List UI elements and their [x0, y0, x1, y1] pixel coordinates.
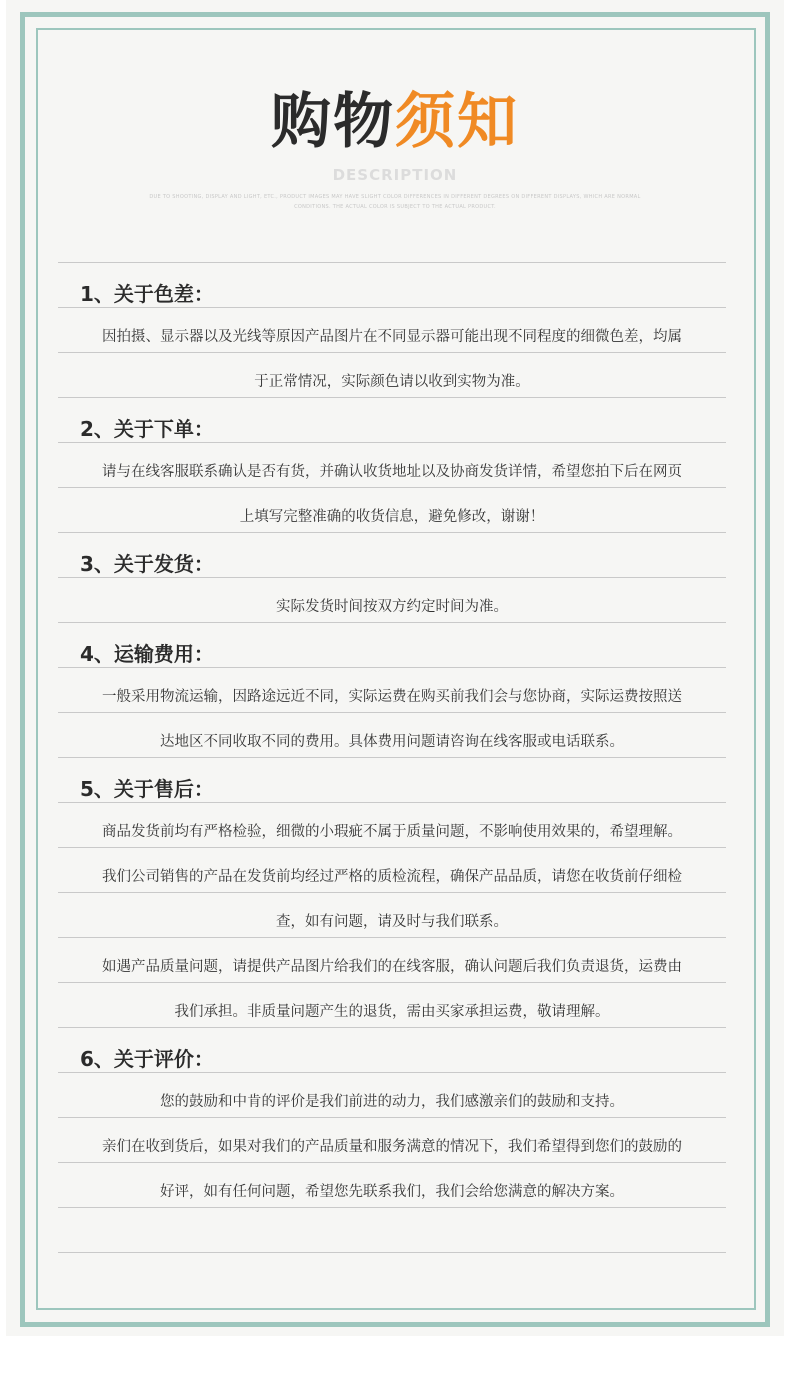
section-heading: 5、关于售后： [80, 777, 214, 801]
divider-rule [58, 982, 726, 983]
page-subtitle: DESCRIPTION [332, 166, 458, 184]
divider-rule [58, 1027, 726, 1028]
divider-rule [58, 667, 726, 668]
section-text-line: 查，如有问题，请及时与我们联系。 [276, 914, 508, 930]
divider-rule [58, 352, 726, 353]
section-text-line: 一般采用物流运输，因路途远近不同，实际运费在购买前我们会与您协商，实际运费按照送 [102, 689, 682, 705]
section-text-line: 如遇产品质量问题，请提供产品图片给我们的在线客服，确认问题后我们负责退货，运费由 [102, 959, 682, 975]
section-heading: 6、关于评价： [80, 1047, 214, 1071]
divider-rule [58, 937, 726, 938]
section-text-line: 商品发货前均有严格检验，细微的小瑕疵不属于质量问题，不影响使用效果的，希望理解。 [102, 824, 682, 840]
divider-rule [58, 397, 726, 398]
section-text-line: 达地区不同收取不同的费用。具体费用问题请咨询在线客服或电话联系。 [160, 734, 624, 750]
divider-rule [58, 487, 726, 488]
divider-rule [58, 802, 726, 803]
section-heading: 2、关于下单： [80, 417, 214, 441]
divider-rule [58, 262, 726, 263]
title-accent-text: 须知 [395, 87, 519, 157]
page-title [0, 86, 790, 158]
section-heading: 4、运输费用： [80, 642, 214, 666]
section-heading: 3、关于发货： [80, 552, 214, 576]
divider-rule [58, 712, 726, 713]
section-text-line: 于正常情况，实际颜色请以收到实物为准。 [254, 374, 530, 390]
section-text-line: 实际发货时间按双方约定时间为准。 [276, 599, 508, 615]
section-text-line: 因拍摄、显示器以及光线等原因产品图片在不同显示器可能出现不同程度的细微色差，均属 [102, 329, 682, 345]
divider-rule [58, 1117, 726, 1118]
divider-rule [58, 442, 726, 443]
section-text-line: 您的鼓励和中肯的评价是我们前进的动力，我们感激亲们的鼓励和支持。 [160, 1094, 624, 1110]
divider-rule [58, 757, 726, 758]
divider-rule [58, 1252, 726, 1253]
fine-print-line-2: CONDITIONS. THE ACTUAL COLOR IS SUBJECT TO THE ACTUAL PRODUCT. [294, 204, 496, 210]
divider-rule [58, 307, 726, 308]
divider-rule [58, 892, 726, 893]
divider-rule [58, 847, 726, 848]
divider-rule [58, 532, 726, 533]
divider-rule [58, 1207, 726, 1208]
section-text-line: 我们承担。非质量问题产生的退货，需由买家承担运费，敬请理解。 [174, 1004, 610, 1020]
divider-rule [58, 622, 726, 623]
divider-rule [58, 577, 726, 578]
section-text-line: 请与在线客服联系确认是否有货，并确认收货地址以及协商发货详情，希望您拍下后在网页 [102, 464, 682, 480]
divider-rule [58, 1162, 726, 1163]
section-text-line: 好评，如有任何问题，希望您先联系我们，我们会给您满意的解决方案。 [160, 1184, 624, 1200]
divider-rule [58, 1072, 726, 1073]
fine-print-line-1: DUE TO SHOOTING, DISPLAY AND LIGHT, ETC., PRODUCT IMAGES MAY HAVE SLIGHT COLOR DIFFERENCES IN DIFFERENT DEGREES ON DIFFERENT DISPLAYS, WHICH ARE NORMAL [149, 194, 641, 200]
section-text-line: 上填写完整准确的收货信息，避免修改，谢谢！ [239, 509, 545, 525]
section-text-line: 亲们在收到货后，如果对我们的产品质量和服务满意的情况下，我们希望得到您们的鼓励的 [102, 1139, 682, 1155]
section-heading: 1、关于色差： [80, 282, 214, 306]
title-dark-text: 购物 [271, 87, 395, 157]
section-text-line: 我们公司销售的产品在发货前均经过严格的质检流程，确保产品品质，请您在收货前仔细检 [102, 869, 682, 885]
